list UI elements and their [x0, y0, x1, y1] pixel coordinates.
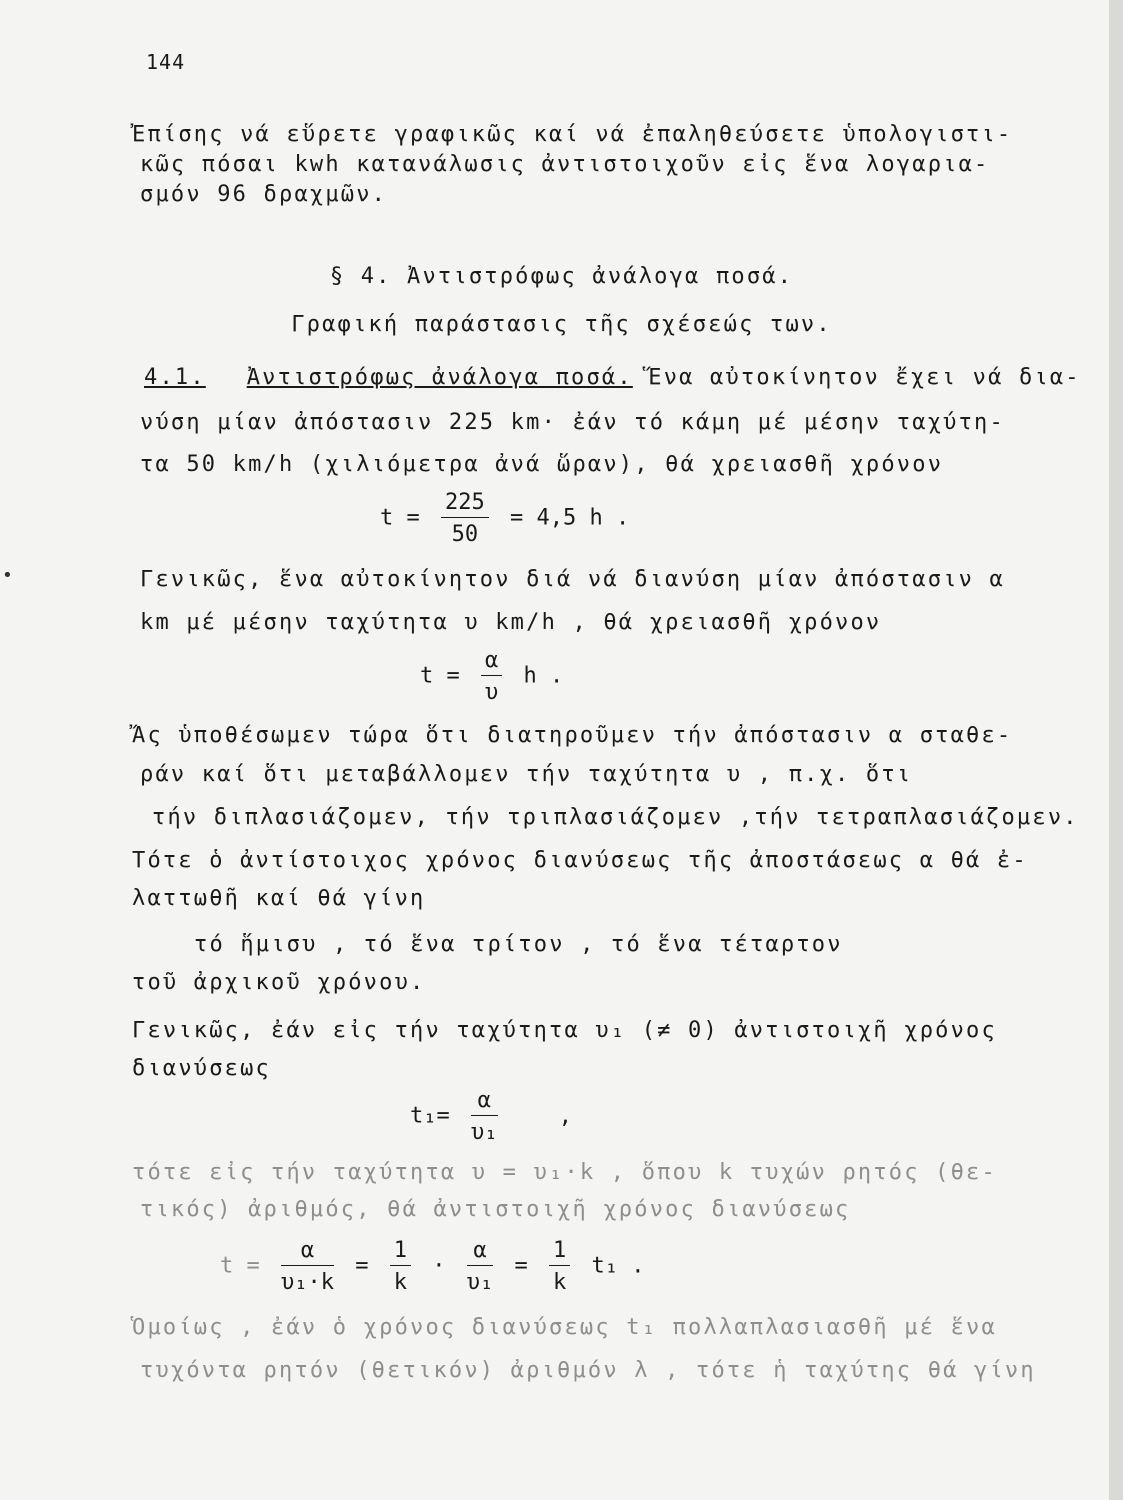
para2-line-1: Γενικῶς, ἕνα αὐτοκίνητον διά νά διανύση μίαν ἀπόστασιν α — [140, 567, 1005, 592]
para1-line-2: νύση μίαν ἀπόστασιν 225 km· ἐάν τό κάμη μέ μέσην ταχύτη- — [140, 410, 1005, 435]
formula-4-f1-numerator: α — [281, 1238, 334, 1266]
intro-line-2: κῶς πόσαι kwh κατανάλωσις ἀντιστοιχοῦν εἰς ἕνα λογαρια- — [140, 152, 990, 177]
formula-1-lhs: t = — [380, 505, 420, 531]
formula-3-rhs: , — [558, 1103, 572, 1129]
subsection-number: 4.1. — [144, 365, 206, 390]
para5-line-1: Ὁμοίως , ἐάν ὁ χρόνος διανύσεως t₁ πολλαπλασιασθῆ μέ ἕνα — [132, 1315, 997, 1340]
para3-line-1: Ἄς ὑποθέσωμεν τώρα ὅτι διατηροῦμεν τήν ἀπόστασιν α σταθε- — [132, 723, 1013, 748]
para5-line-2: τυχόντα ρητόν (θετικόν) ἀριθμόν λ , τότε ἡ ταχύτης θά γίνη — [140, 1358, 1036, 1383]
formula-4-fraction-1 — [281, 1238, 334, 1295]
para3-line-2: ράν καί ὅτι μεταβάλλομεν τήν ταχύτητα υ , π.χ. ὅτι — [140, 762, 913, 787]
formula-4-fraction-2 — [390, 1238, 411, 1295]
formula-4-tail: t₁ . — [591, 1253, 645, 1279]
formula-3-lhs: t₁= — [410, 1103, 450, 1129]
formula-3-fraction — [471, 1088, 498, 1145]
para4-line-1: τότε εἰς τήν ταχύτητα υ = υ₁·k , ὅπου k τυχών ρητός (θε- — [132, 1160, 997, 1185]
formula-1-numerator: 225 — [441, 490, 489, 518]
para3-line-7: τοῦ ἀρχικοῦ χρόνου. — [132, 970, 426, 995]
intro-line-1: Ἐπίσης νά εὕρετε γραφικῶς καί νά ἐπαληθεύσετε ὑπολογιστι- — [132, 122, 1013, 147]
page-edge — [1109, 0, 1123, 1500]
formula-2-lhs: t = — [420, 663, 460, 689]
formula-3-denominator: υ₁ — [471, 1120, 498, 1145]
formula-1 — [380, 490, 629, 547]
formula-4-f2-numerator: 1 — [390, 1238, 411, 1266]
formula-2-fraction — [481, 648, 502, 705]
formula-3 — [410, 1088, 572, 1145]
intro-line-3: σμόν 96 δραχμῶν. — [140, 182, 388, 207]
section-title: § 4. Ἀντιστρόφως ἀνάλογα ποσά. — [329, 264, 794, 289]
para1-line-3: τα 50 km/h (χιλιόμετρα ἀνά ὥραν), θά χρειασθῆ χρόνον — [140, 452, 944, 477]
para3-line-6: τό ἥμισυ , τό ἕνα τρίτον , τό ἕνα τέταρτον — [194, 932, 843, 957]
para3-line-8: Γενικῶς, ἐάν εἰς τήν ταχύτητα υ₁ (≠ 0) ἀντιστοιχῆ χρόνος — [132, 1018, 997, 1043]
formula-4-fraction-4 — [549, 1238, 570, 1295]
formula-2-denominator: υ — [485, 680, 499, 705]
para3-line-3: τήν διπλασιάζομεν, τήν τριπλασιάζομεν ,τήν τετραπλασιάζομεν. — [152, 805, 1079, 830]
subsection-title: Ἀντιστρόφως ἀνάλογα ποσά. — [246, 365, 633, 390]
para1-line-1: Ἕνα αὐτοκίνητον ἔχει νά δια- — [648, 365, 1081, 390]
formula-4 — [220, 1238, 644, 1295]
formula-2-rhs: h . — [523, 663, 564, 689]
formula-1-fraction — [441, 490, 489, 547]
formula-4-f1-denominator: υ₁·k — [281, 1270, 334, 1295]
formula-4-lhs: t = — [220, 1253, 260, 1279]
margin-mark: • — [2, 565, 13, 586]
formula-4-fraction-3 — [467, 1238, 494, 1295]
formula-4-f2-denominator: k — [393, 1270, 407, 1295]
para3-line-5: λαττωθῆ καί θά γίνη — [132, 886, 426, 911]
section-subtitle: Γραφική παράστασις τῆς σχέσεώς των. — [291, 312, 832, 337]
para3-line-9: διανύσεως — [132, 1056, 272, 1081]
formula-1-denominator: 50 — [451, 522, 479, 547]
para4-line-2: τικός) ἀριθμός, θά ἀντιστοιχῆ χρόνος διανύσεως — [140, 1197, 851, 1222]
formula-4-eq1: = — [355, 1253, 369, 1279]
formula-3-numerator: α — [471, 1088, 498, 1116]
formula-1-rhs: = 4,5 h . — [510, 505, 630, 531]
formula-4-f3-denominator: υ₁ — [466, 1270, 494, 1295]
para3-line-4: Τότε ὁ ἀντίστοιχος χρόνος διανύσεως τῆς ἀποστάσεως α θά ἐ- — [132, 848, 1028, 873]
page-number: 144 — [146, 50, 186, 74]
formula-4-eq2: = — [514, 1253, 528, 1279]
formula-4-f3-numerator: α — [467, 1238, 494, 1266]
formula-4-f4-numerator: 1 — [549, 1238, 570, 1266]
formula-4-dot: · — [432, 1253, 446, 1279]
para2-line-2: km μέ μέσην ταχύτητα υ km/h , θά χρειασθῆ χρόνον — [140, 610, 882, 635]
formula-2-numerator: α — [481, 648, 502, 676]
formula-4-f4-denominator: k — [552, 1270, 567, 1295]
formula-2 — [420, 648, 563, 705]
